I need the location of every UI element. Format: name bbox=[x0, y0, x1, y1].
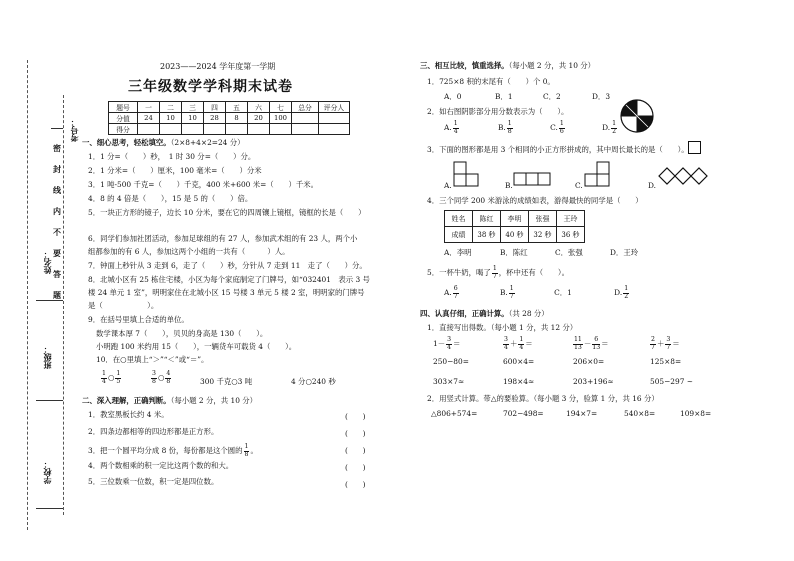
s4-calc: 206×0= bbox=[573, 357, 605, 366]
s1-item: 是（ ）。 bbox=[88, 301, 159, 310]
s3-q1-opt: A．0 bbox=[444, 92, 462, 101]
answer-paren[interactable]: ( ) bbox=[345, 463, 366, 472]
s3-q4: 4．三个同学 200 米游泳的成绩如表，游得最快的同学是（ ） bbox=[427, 196, 643, 205]
s1-item: 3．1 吨-500 千克=（ ）千克，400 米+600 米=（ ）千米。 bbox=[88, 180, 319, 189]
s3-q3: 3．下面的图形都是用 3 个相同的小正方形拼成的，其中周长最长的是（ ）。 bbox=[427, 145, 689, 154]
s3-q1-opt: C．2 bbox=[543, 92, 561, 101]
s3-q4-opt: D．王玲 bbox=[610, 248, 639, 257]
shape-d-figure bbox=[657, 166, 717, 186]
s3-q5: 5．一杯牛奶，喝了 $\frac{1}{7}$ ，杯中还有（ ）。 bbox=[427, 265, 569, 280]
s3-q2-options: A. $\frac{1}{4}$ B. $\frac{1}{8}$ C. $\frac{1}{6}$ D. $\frac{1}{2}$ bbox=[444, 120, 617, 135]
s4-calc: 505−297 ~ bbox=[650, 377, 693, 386]
s3-q3-opt: A. bbox=[444, 181, 452, 190]
section2-heading: 二、深入理解，正确判断。（每小题 2 分，共 10 分） bbox=[82, 396, 258, 405]
side-label-exam-number: 考号： bbox=[69, 118, 79, 142]
s3-q3-opt: B. bbox=[505, 181, 513, 190]
s2-item: 2．四条边都相等的四边形都是正方形。 bbox=[88, 427, 219, 436]
s1-item: 楼 24 单元 1 室”，明明家住在北城小区 15 号楼 3 单元 5 楼 2 室，明明家的门牌号 bbox=[88, 288, 365, 297]
answer-paren[interactable]: ( ) bbox=[345, 412, 366, 421]
s3-q1-opt: D．3 bbox=[592, 92, 611, 101]
s1-item: 7．钟面上秒针从 3 走到 6，走了（ ）秒，分针从 7 走到 11 走了（ ）分。 bbox=[88, 261, 367, 270]
answer-paren[interactable]: ( ) bbox=[345, 480, 366, 489]
section4-heading: 四、认真仔细，正确计算。（共 28 分） bbox=[420, 309, 549, 318]
s1-item: 1．1 分=（ ）秒， 1 时 30 分=（ ）分。 bbox=[88, 152, 256, 161]
swim-results-table: 姓名 陈红 李明 张强 王玲 成绩 38 秒 40 秒 32 秒 36 秒 bbox=[444, 210, 585, 243]
s4-calc: 125×8= bbox=[650, 357, 682, 366]
side-label-class: 班级： bbox=[42, 345, 52, 369]
s4-sub1: 1．直接写出得数。（每小题 1 分，共 12 分） bbox=[427, 323, 578, 332]
s1-item: 10．在○里填上“＞”“＜”或“＝”。 bbox=[96, 355, 209, 364]
s4-vertical-calc: 109×8= bbox=[680, 409, 712, 418]
s1-item: 小明跑 100 米约用 15（ ），一辆货车可载货 4（ ）。 bbox=[96, 342, 297, 351]
s3-q3-opt: C. bbox=[575, 181, 583, 190]
s4-calc: 198×4≈ bbox=[503, 377, 535, 386]
compare-time: 4 分○240 秒 bbox=[291, 377, 336, 386]
shaded-circle-figure bbox=[619, 98, 655, 134]
s1-item: 9．在括号里填上合适的单位。 bbox=[88, 315, 189, 324]
score-table: 题号 一 二 三 四 五 六 七 总分 评分人 分值 24 10 10 28 8 20 100 得分 bbox=[108, 101, 350, 135]
answer-paren[interactable]: ( ) bbox=[345, 429, 366, 438]
s4-calc: 250−80= bbox=[433, 357, 469, 366]
s1-item: 8．北城小区有 25 栋住宅楼，小区为每个家庭制定了门牌号，如“032401 表示 3 号 bbox=[88, 275, 370, 284]
s4-calc: 600×4= bbox=[503, 357, 535, 366]
section3-heading: 三、相互比较，慎重选择。（每小题 2 分，共 10 分） bbox=[420, 61, 596, 70]
s4-fraction-calc: $\frac{3}{4}$ ＋ $\frac{1}{4}$ ＝ bbox=[504, 336, 533, 351]
s3-q4-opt: A．李明 bbox=[444, 248, 472, 257]
s4-vertical-calc: 194×7= bbox=[566, 409, 598, 418]
s1-item: 组都参加的有 6 人，参加这两个小组的一共有（ ）人。 bbox=[88, 247, 290, 256]
s4-vertical-calc: 702−498= bbox=[503, 409, 544, 418]
binding-line-outer bbox=[27, 60, 28, 530]
s2-item: 1．教室黑板长约 4 米。 bbox=[88, 410, 169, 419]
s4-calc: 303×7≈ bbox=[433, 377, 465, 386]
s3-q1: 1．725×8 积的末尾有（ ）个 0。 bbox=[427, 77, 555, 86]
square-icon bbox=[688, 141, 701, 157]
s1-item: 5．一块正方形的镜子，边长 10 分米，要在它的四周镶上镜框，镜框的长是（ ） bbox=[88, 208, 366, 217]
compare-fractions-1: $\frac{1}{4}$ ○ $\frac{1}{5}$ bbox=[102, 370, 121, 385]
compare-fractions-2: $\frac{3}{8}$ ○ $\frac{4}{8}$ bbox=[152, 370, 171, 385]
seal-warning: 密 封 线 内 不 要 答 题 bbox=[53, 143, 61, 300]
s4-vertical-calc: 540×8= bbox=[624, 409, 656, 418]
school-year: 2023——2024 学年度第一学期 bbox=[160, 62, 276, 71]
s3-q1-opt: B．1 bbox=[495, 92, 513, 101]
section1-heading: 一、细心思考，轻松填空。（2×8+4×2=24 分） bbox=[82, 138, 245, 147]
s3-q4-opt: C．张强 bbox=[555, 248, 583, 257]
s2-item: 5．三位数乘一位数，积一定是四位数。 bbox=[88, 477, 219, 486]
s4-fraction-calc: $\frac{2}{7}$ ＋ $\frac{3}{7}$ ＝ bbox=[651, 336, 680, 351]
s1-item: 4．8 的 4 倍是（ ），15 是 5 的（ ）倍。 bbox=[88, 194, 253, 203]
s2-item: 3．把一个圆平均分成 8 份，每份都是这个圆的 $\frac{1}{8}$ 。 bbox=[88, 443, 258, 458]
side-label-school: 学校： bbox=[42, 460, 52, 484]
s1-item: 6．同学们参加社团活动，参加足球组的有 27 人，参加武术组的有 23 人，两个小 bbox=[88, 234, 358, 243]
binding-line-inner bbox=[63, 95, 64, 515]
s4-sub2: 2．用竖式计算。带△的要验算。（每小题 3 分，验算 1 分，共 16 分） bbox=[427, 394, 659, 403]
s4-fraction-calc: $\frac{11}{13}$ － $\frac{6}{13}$ ＝ bbox=[574, 336, 609, 351]
s3-q2: 2．如右图阴影部分用分数表示为（ ）。 bbox=[427, 107, 569, 116]
s4-fraction-calc: 1－ $\frac{3}{4}$ ＝ bbox=[433, 336, 461, 351]
answer-paren[interactable]: ( ) bbox=[345, 446, 366, 455]
s1-item: 2．1 分米=（ ）厘米，100 毫米=（ ）分米 bbox=[88, 166, 262, 175]
s2-item: 4．两个数相乘的积一定比这两个数的和大。 bbox=[88, 461, 234, 470]
side-label-name: 姓名： bbox=[42, 250, 52, 274]
s4-vertical-calc: △806+574= bbox=[431, 409, 478, 418]
s3-q5-options: A. $\frac{6}{7}$ B. $\frac{1}{7}$ C．1 D. $\frac{1}{2}$ bbox=[444, 285, 629, 300]
shape-b-figure bbox=[513, 172, 553, 187]
s3-q4-opt: B．陈红 bbox=[500, 248, 528, 257]
page-title: 三年级数学学科期末试卷 bbox=[128, 79, 293, 95]
s4-calc: 203+196≈ bbox=[573, 377, 614, 386]
shape-a-figure bbox=[453, 161, 489, 187]
s1-item: 数学课本厚 7（ ），贝贝的身高是 130（ ）。 bbox=[96, 329, 268, 338]
shape-c-figure bbox=[584, 161, 624, 187]
s3-q3-opt: D. bbox=[648, 181, 657, 190]
compare-weights: 300 千克○3 吨 bbox=[200, 377, 253, 386]
